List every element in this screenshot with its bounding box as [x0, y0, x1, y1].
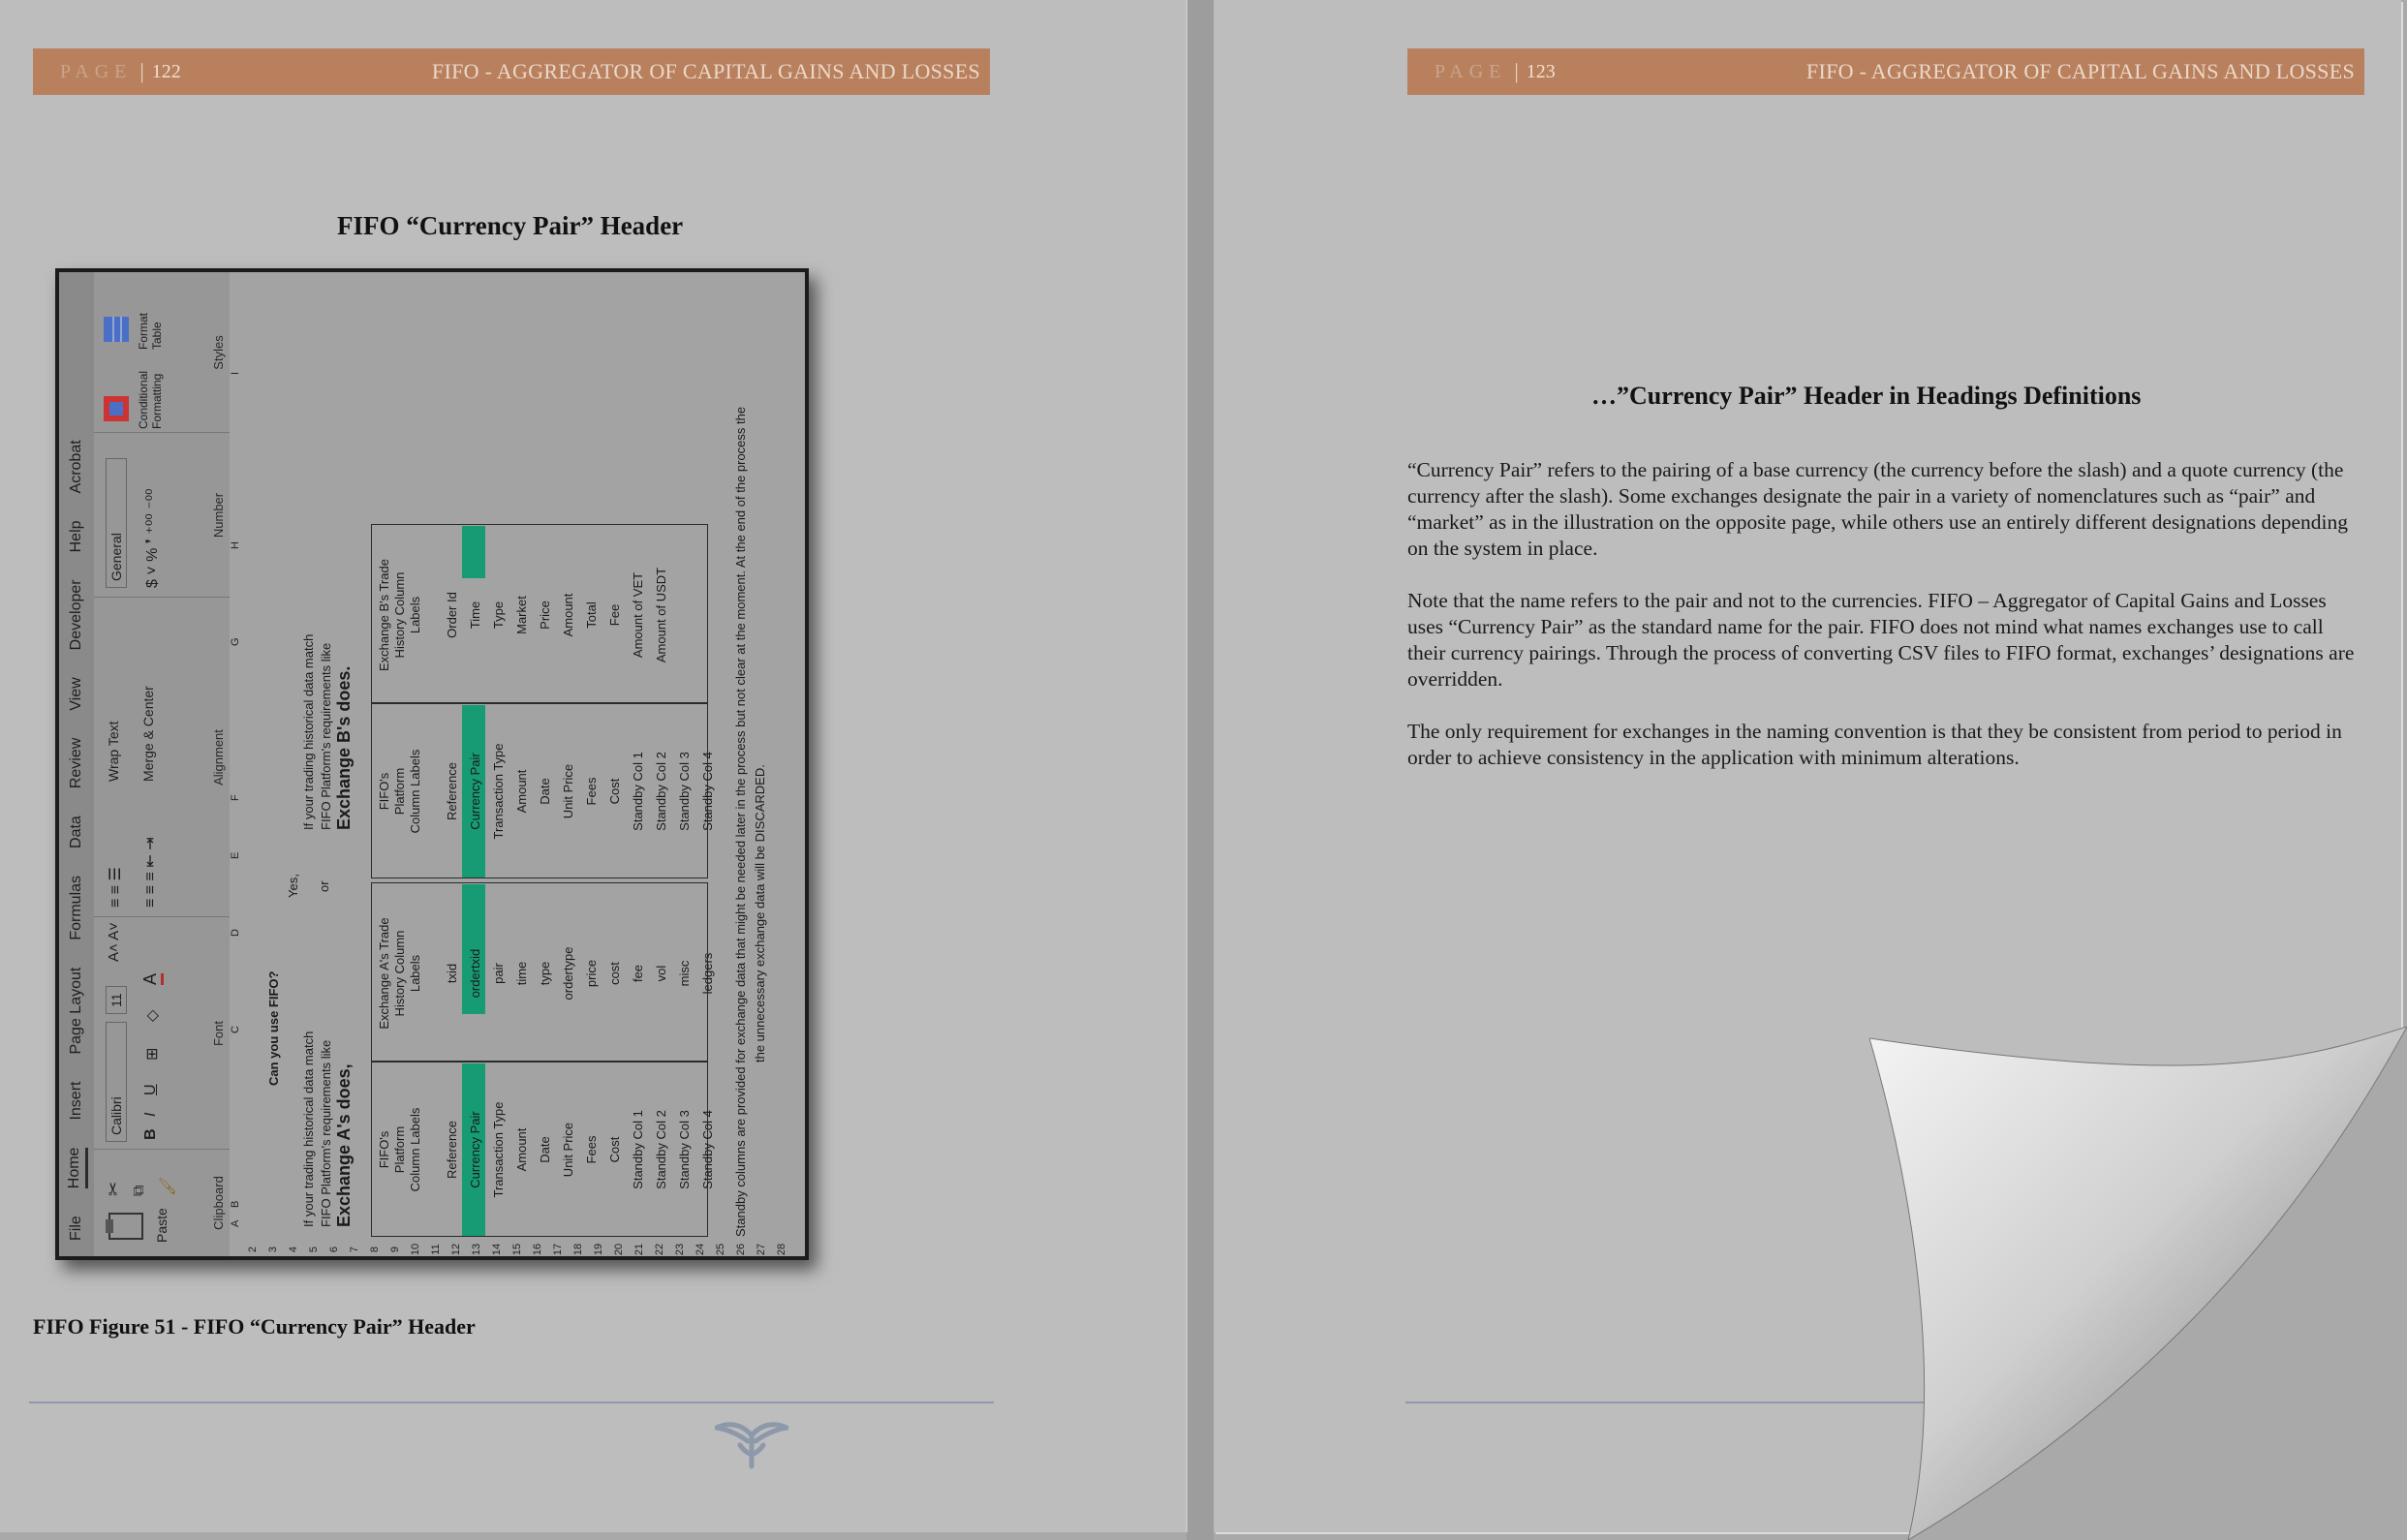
bold-icon: B	[142, 1128, 159, 1140]
font-name-box: Calibri	[106, 1022, 127, 1142]
tab-insert: Insert	[68, 1081, 84, 1121]
fifo-header-cell: Platform	[392, 1125, 407, 1174]
column-header: A	[230, 1219, 241, 1227]
header-separator: |	[139, 59, 144, 83]
fifo-2-label-cell: Amount	[514, 769, 529, 814]
exchange-b-header-cell: History Column	[392, 571, 407, 659]
tab-home: Home	[66, 1148, 88, 1189]
paragraph-3: The only requirement for exchanges in the naming convention is that they be consistent from period to period in order to achieve consistency in the application with minimum alterations.	[1407, 720, 2342, 769]
fifo-2-header-cell: Column Labels	[408, 749, 422, 834]
standby-note-line2: the unnecessary exchange data will be DISCARDED.	[753, 764, 767, 1063]
fifo-header-cell: FIFO's	[377, 1130, 391, 1169]
copy-icon: ⧉	[131, 1185, 147, 1196]
borders-icon: ⊞	[144, 1047, 161, 1061]
excel-screenshot-figure	[55, 268, 809, 1260]
italic-icon: I	[142, 1112, 159, 1117]
fifo-2-label-cell: Standby Col 4	[700, 752, 715, 831]
yes-cell: Yes,	[286, 874, 300, 898]
fifo-2-label-cell: Transaction Type	[491, 743, 506, 840]
fifo-2-label-cell: Standby Col 1	[631, 752, 645, 831]
paste-label: Paste	[154, 1208, 170, 1243]
currency-percent-icons: $ ˅ % ❜ ⁺⁰⁰ ⁻⁰⁰	[144, 488, 161, 588]
exchange-b-header-cell: Labels	[408, 596, 422, 634]
fifo-2-label-cell: Fees	[584, 777, 599, 806]
match-line1-b: If your trading historical data match	[301, 633, 316, 830]
page-header-band	[1407, 48, 2364, 95]
exchange-b-label-cell: Type	[491, 601, 506, 630]
row-header: 17	[552, 1243, 564, 1256]
row-header: 12	[450, 1243, 462, 1256]
exchange-b-label-cell: Time	[468, 601, 482, 630]
exchange-b-label-cell: Total	[584, 601, 599, 629]
exchange-a-label-cell: price	[584, 959, 599, 988]
page-word: PAGE	[1435, 60, 1507, 82]
figure-heading: FIFO “Currency Pair” Header	[337, 211, 684, 240]
font-size-box: 11	[106, 986, 127, 1014]
font-color-icon: A	[140, 973, 164, 985]
fleur-ornament-icon	[715, 1416, 788, 1470]
exchange-a-label-cell: ordertype	[561, 946, 575, 1001]
fifo-label-cell: Unit Price	[561, 1122, 575, 1178]
section-heading: …”Currency Pair” Header in Headings Definitions	[1591, 382, 2142, 410]
tab-review: Review	[68, 737, 84, 789]
merge-center-button: Merge & Center	[140, 686, 156, 782]
exchange-a-label-cell: txid	[445, 963, 459, 984]
fifo-2-label-cell: Unit Price	[561, 763, 575, 819]
column-header: H	[230, 541, 241, 549]
ribbon-tabs	[59, 272, 94, 1256]
exchange-a-label-cell: type	[538, 961, 552, 986]
header-separator: |	[1514, 59, 1519, 83]
fifo-label-cell: Standby Col 2	[654, 1110, 668, 1189]
format-table-label: Format Table	[137, 312, 164, 350]
fifo-2-label-cell: Currency Pair	[468, 753, 482, 830]
paste-icon	[104, 1208, 146, 1243]
left-page	[0, 0, 1188, 1532]
exchange-b-label-cell: Amount of USDT	[654, 567, 668, 663]
fifo-label-cell: Transaction Type	[491, 1101, 506, 1198]
number-format-box: General	[106, 458, 127, 588]
row-header: 25	[715, 1243, 726, 1256]
row-header: 28	[776, 1243, 787, 1256]
fifo-2-header-cell: FIFO's	[377, 772, 391, 811]
book-spine	[1187, 0, 1214, 1540]
tab-help: Help	[68, 520, 84, 553]
row-header: 4	[288, 1246, 299, 1253]
exchange-a-label-cell: ordertxid	[468, 948, 482, 999]
question-cell: Can you use FIFO?	[266, 970, 281, 1086]
exchange-a-label-cell: ledgers	[700, 952, 715, 995]
tab-view: View	[68, 677, 84, 711]
fifo-2-label-cell: Reference	[445, 762, 459, 820]
row-header: 18	[572, 1243, 584, 1256]
exchange-a-header-cell: History Column	[392, 930, 407, 1017]
figure-caption: FIFO Figure 51 - FIFO “Currency Pair” Header	[33, 1314, 476, 1339]
number-group	[94, 432, 230, 598]
fifo-label-cell: Date	[538, 1136, 552, 1163]
header-title: FIFO - AGGREGATOR OF CAPITAL GAINS AND LOSSES	[431, 59, 980, 83]
row-header: 13	[471, 1243, 482, 1256]
exchange-b-label-cell: Price	[538, 601, 552, 630]
fifo-label-cell: Currency Pair	[468, 1111, 482, 1188]
row-header: 6	[328, 1246, 340, 1253]
alignment-label: Alignment	[211, 729, 226, 785]
row-header: 20	[613, 1243, 625, 1256]
exchange-a-does: Exchange A's does,	[334, 1063, 354, 1227]
exchange-a-label-cell: cost	[607, 962, 622, 985]
column-header: C	[230, 1026, 241, 1033]
row-header: 24	[694, 1243, 706, 1256]
format-table-icon	[102, 315, 131, 344]
font-label: Font	[211, 1021, 226, 1047]
row-header: 16	[532, 1243, 543, 1256]
fifo-label-cell: Cost	[607, 1136, 622, 1163]
fill-color-icon: ◇	[144, 1009, 161, 1022]
row-header: 19	[593, 1243, 604, 1256]
match-line2-a: FIFO Platform's requirements like	[319, 1039, 333, 1227]
row-header: 10	[410, 1243, 421, 1256]
grow-shrink-font-icon: A˄ A˅	[106, 922, 122, 962]
fifo-2-label-cell: Date	[538, 778, 552, 805]
column-header: G	[230, 637, 241, 646]
fifo-header-cell: Column Labels	[408, 1107, 422, 1192]
exchange-b-header-cell: Exchange B's Trade	[377, 559, 391, 671]
exchange-b-label-cell: Market	[514, 596, 529, 634]
fifo-2-label-cell: Standby Col 2	[654, 752, 668, 831]
exchange-b-does: Exchange B's does.	[334, 665, 354, 830]
column-header: I	[230, 371, 241, 375]
excel-window	[59, 272, 805, 1256]
exchange-a-label-cell: misc	[677, 960, 692, 987]
page-number: 123	[1526, 60, 1556, 82]
row-header: 9	[389, 1246, 401, 1253]
row-header: 8	[369, 1246, 381, 1253]
page-curl	[1869, 1027, 2407, 1540]
row-header: 3	[267, 1246, 279, 1253]
match-line1-a: If your trading historical data match	[301, 1031, 316, 1227]
clipboard-label: Clipboard	[211, 1176, 226, 1230]
page-header-band	[33, 48, 990, 95]
row-header: 5	[308, 1246, 320, 1253]
paragraph-2: Note that the name refers to the pair and not to the currencies. FIFO – Aggregator of Capital Gains and Losses uses “Currency Pair” as the standard name for the pair. FIFO does not mind what names exchanges use to call their currency pairings. Through the process of converting CSV files to FIFO format, exchanges’ designations are overridden.	[1407, 589, 2355, 691]
row-header: 23	[674, 1243, 686, 1256]
conditional-formatting-label: Conditional Formatting	[137, 370, 164, 429]
fifo-label-cell: Amount	[514, 1127, 529, 1172]
row-header: 22	[654, 1243, 665, 1256]
spreadsheet-grid	[230, 272, 805, 1256]
fifo-label-cell: Standby Col 1	[631, 1110, 645, 1189]
cut-icon: ✂	[104, 1181, 123, 1196]
body-text	[1407, 457, 2357, 797]
tab-data: Data	[68, 816, 84, 848]
fifo-label-cell: Reference	[445, 1121, 459, 1179]
align-left-icon: ≡ ≡ ≡ ⇤ ⇥	[142, 837, 159, 908]
fifo-2-label-cell: Standby Col 3	[677, 752, 692, 831]
row-header: 11	[430, 1244, 442, 1255]
tab-file: File	[68, 1216, 84, 1241]
paragraph-1: “Currency Pair” refers to the pairing of a base currency (the currency before the slash) and a quote currency (the currency after the slash). Some exchanges designate the pair in a variety of nomenclatures such as “pair” and “market” as in the illustration on the opposite page, while others use an entirely different designations depending on the system in place.	[1407, 458, 2349, 560]
fifo-2-label-cell: Cost	[607, 778, 622, 805]
column-header: F	[230, 794, 241, 801]
footer-rule	[29, 1401, 994, 1403]
fifo-label-cell: Standby Col 4	[700, 1110, 715, 1189]
format-painter-icon: 🖌	[160, 1176, 176, 1196]
number-label: Number	[211, 492, 226, 539]
fifo-2-header-cell: Platform	[392, 767, 407, 816]
page-word: PAGE	[60, 60, 133, 82]
tab-page-layout: Page Layout	[68, 967, 84, 1055]
exchange-b-label-cell: Fee	[607, 603, 622, 627]
align-top-icon: ≡ ≡ ☰	[108, 867, 124, 908]
font-group	[94, 916, 230, 1150]
row-header: 7	[349, 1246, 360, 1253]
exchange-b-label-cell: Amount of VET	[631, 571, 645, 659]
column-header: B	[230, 1200, 241, 1208]
tab-acrobat: Acrobat	[68, 440, 84, 494]
or-cell: or	[317, 880, 331, 892]
ribbon	[94, 272, 231, 1256]
exchange-a-label-cell: time	[514, 961, 529, 986]
column-header: E	[230, 851, 241, 859]
tab-developer: Developer	[68, 579, 84, 651]
exchange-a-label-cell: vol	[654, 965, 668, 982]
exchange-a-header-cell: Exchange A's Trade	[377, 917, 391, 1030]
alignment-group	[94, 597, 230, 917]
wrap-text-button: Wrap Text	[106, 721, 121, 782]
standby-note-line1: Standby columns are provided for exchange data that might be needed later in the process but not clear at the moment. At the end of the process the	[733, 406, 748, 1237]
fifo-label-cell: Fees	[584, 1135, 599, 1164]
underline-icon: U	[142, 1084, 159, 1095]
header-title: FIFO - AGGREGATOR OF CAPITAL GAINS AND LOSSES	[1805, 59, 2355, 83]
row-header: 14	[491, 1243, 503, 1256]
row-header: 2	[247, 1246, 259, 1253]
exchange-b-label-cell: Order Id	[445, 592, 459, 638]
row-header: 21	[633, 1243, 645, 1256]
exchange-a-header-cell: Labels	[408, 954, 422, 993]
styles-label: Styles	[211, 335, 226, 370]
page-number: 122	[151, 60, 181, 82]
fifo-label-cell: Standby Col 3	[677, 1110, 692, 1189]
tab-formulas: Formulas	[68, 875, 84, 940]
match-line2-b: FIFO Platform's requirements like	[319, 642, 333, 830]
exchange-b-label-cell: Amount	[561, 593, 575, 637]
column-header: D	[230, 929, 241, 937]
clipboard-group	[94, 1149, 230, 1256]
exchange-a-label-cell: pair	[491, 963, 506, 984]
conditional-formatting-icon	[102, 394, 131, 423]
exchange-a-label-cell: fee	[631, 964, 645, 983]
styles-group	[94, 272, 230, 433]
row-header: 26	[735, 1243, 747, 1256]
row-header: 15	[511, 1243, 523, 1256]
row-header: 27	[756, 1243, 767, 1256]
